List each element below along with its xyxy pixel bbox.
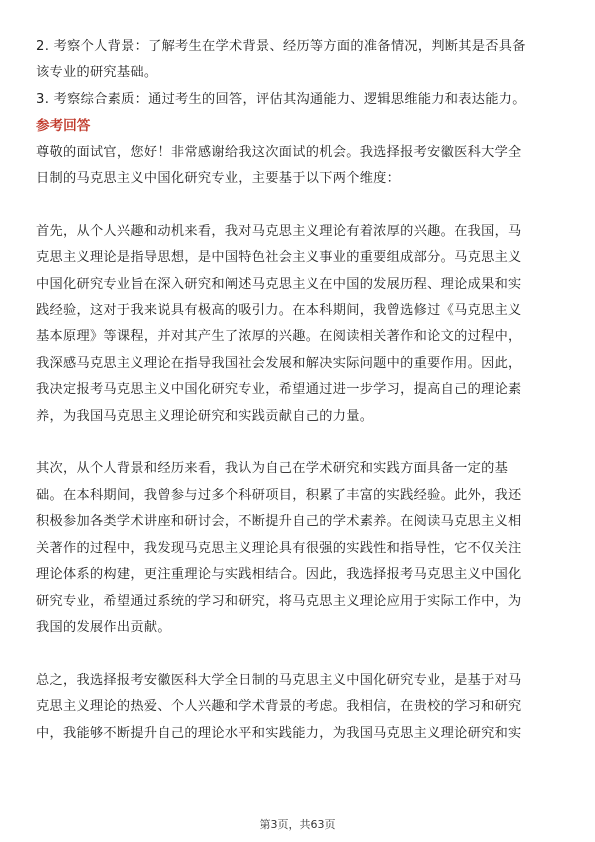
paragraph-line: 关著作的过程中，我发现马克思主义理论具有很强的实践性和指导性，它不仅关注	[36, 540, 522, 556]
paragraph-line: 积极参加各类学术讲座和研讨会，不断提升自己的学术素养。在阅读马克思主义相	[36, 514, 522, 530]
criteria-item-2-line-1: 2. 考察个人背景：了解考生在学术背景、经历等方面的准备情况，判断其是否具备	[36, 39, 526, 54]
paragraph-line: 基本原理》等课程，并对其产生了浓厚的兴趣。在阅读相关著作和论文的过程中，	[36, 329, 522, 345]
paragraph-line: 总之，我选择报考安徽医科大学全日制的马克思主义中国化研究专业，是基于对马	[36, 672, 522, 688]
paragraph-line: 克思主义理论是指导思想，是中国特色社会主义事业的重要组成部分。马克思主义	[36, 250, 522, 266]
paragraph-line: 我国的发展作出贡献。	[36, 619, 171, 635]
paragraph-line: 践经验，这对于我来说具有极高的吸引力。在本科期间，我曾选修过《马克思主义	[36, 303, 522, 319]
paragraph-line: 其次，从个人背景和经历来看，我认为自己在学术研究和实践方面具备一定的基	[36, 461, 509, 477]
intro-line: 尊敬的面试官，您好！非常感谢给我这次面试的机会。我选择报考安徽医科大学全	[36, 144, 522, 160]
criteria-item-2-line-2: 该专业的研究基础。	[36, 65, 158, 81]
paragraph-line: 中，我能够不断提升自己的理论水平和实践能力，为我国马克思主义理论研究和实	[36, 725, 522, 741]
paragraph-line: 中国化研究专业旨在深入研究和阐述马克思主义在中国的发展历程、理论成果和实	[36, 276, 522, 292]
paragraph-line: 克思主义理论的热爱、个人兴趣和学术背景的考虑。我相信，在贵校的学习和研究	[36, 699, 522, 715]
criteria-item-3-line-1: 3. 考察综合素质：通过考生的回答，评估其沟通能力、逻辑思维能力和表达能力。	[36, 91, 526, 107]
paragraph-spacer	[36, 641, 562, 667]
paragraph-interest	[36, 219, 562, 430]
paragraph-line: 养，为我国马克思主义理论研究和实践贡献自己的力量。	[36, 408, 374, 424]
paragraph-conclusion	[36, 668, 562, 747]
intro-line: 日制的马克思主义中国化研究专业，主要基于以下两个维度：	[36, 171, 401, 187]
paragraph-line: 我深感马克思主义理论在指导我国社会发展和解决实际问题中的重要作用。因此，	[36, 355, 522, 371]
paragraph-line: 研究专业，希望通过系统的学习和研究，将马克思主义理论应用于实际工作中，为	[36, 593, 522, 609]
paragraph-background	[36, 456, 562, 641]
page-number: 第3页，共63页	[259, 818, 336, 831]
paragraph-line: 础。在本科期间，我曾参与过多个科研项目，积累了丰富的实践经验。此外，我还	[36, 487, 522, 503]
page-content	[36, 34, 562, 747]
intro-paragraph	[36, 140, 562, 193]
paragraph-line: 我决定报考马克思主义中国化研究专业，希望通过进一步学习，提高自己的理论素	[36, 382, 522, 398]
paragraph-line: 理论体系的构建，更注重理论与实践相结合。因此，我选择报考马克思主义中国化	[36, 567, 522, 583]
answer-heading: 参考回答	[36, 118, 91, 135]
paragraph-spacer	[36, 192, 562, 218]
paragraph-spacer	[36, 430, 562, 456]
paragraph-line: 首先，从个人兴趣和动机来看，我对马克思主义理论有着浓厚的兴趣。在我国，马	[36, 223, 522, 239]
